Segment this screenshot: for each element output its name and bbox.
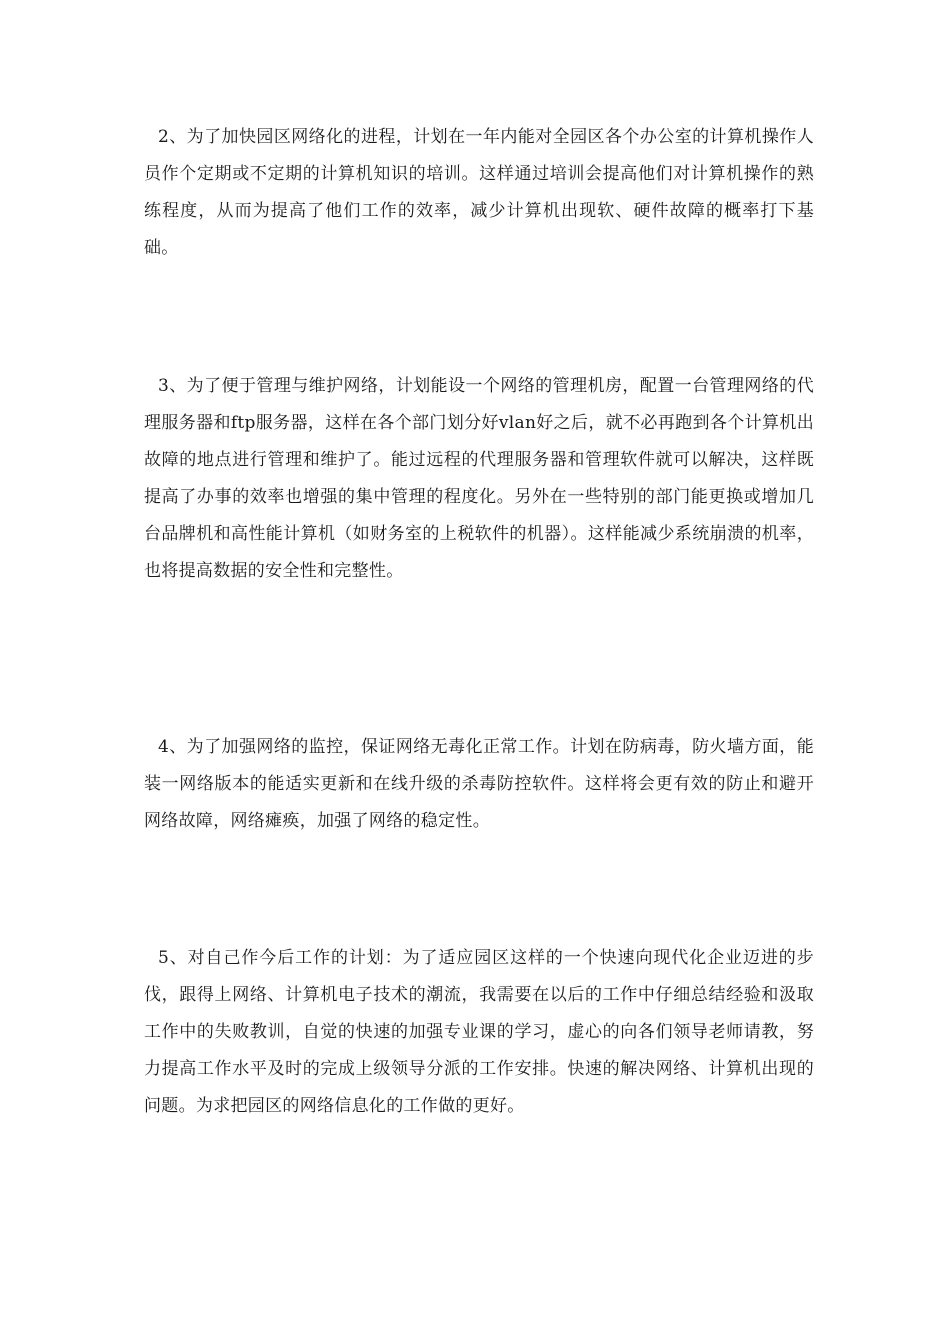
paragraph-item-2: 2、为了加快园区网络化的进程，计划在一年内能对全园区各个办公室的计算机操作人员作个定期或不定期的计算机知识的培训。这样通过培训会提高他们对计算机操作的熟练程度，从而为提高了他们工作的效率，减少计算机出现软、硬件故障的概率打下基础。 xyxy=(144,127,814,258)
paragraph-item-5: 5、对自己作今后工作的计划：为了适应园区这样的一个快速向现代化企业迈进的步伐，跟得上网络、计算机电子技术的潮流，我需要在以后的工作中仔细总结经验和汲取工作中的失败教训，自觉的快速的加强专业课的学习，虚心的向各们领导老师请教，努力提高工作水平及时的完成上级领导分派的工作安排。快速的解决网络、计算机出现的问题。为求把园区的网络信息化的工作做的更好。 xyxy=(144,948,814,1116)
paragraph-item-4: 4、为了加强网络的监控，保证网络无毒化正常工作。计划在防病毒，防火墙方面，能装一网络版本的能适实更新和在线升级的杀毒防控软件。这样将会更有效的防止和避开网络故障，网络瘫痪，加强了网络的稳定性。 xyxy=(144,737,814,831)
paragraph-item-3: 3、为了便于管理与维护网络，计划能设一个网络的管理机房，配置一台管理网络的代理服务器和ftp服务器，这样在各个部门划分好vlan好之后，就不必再跑到各个计算机出故障的地点进行管理和维护了。能过远程的代理服务器和管理软件就可以解决，这样既提高了办事的效率也增强的集中管理的程度化。另外在一些特别的部门能更换或增加几台品牌机和高性能计算机（如财务室的上税软件的机器）。这样能减少系统崩溃的机率，也将提高数据的安全性和完整性。 xyxy=(144,376,814,581)
